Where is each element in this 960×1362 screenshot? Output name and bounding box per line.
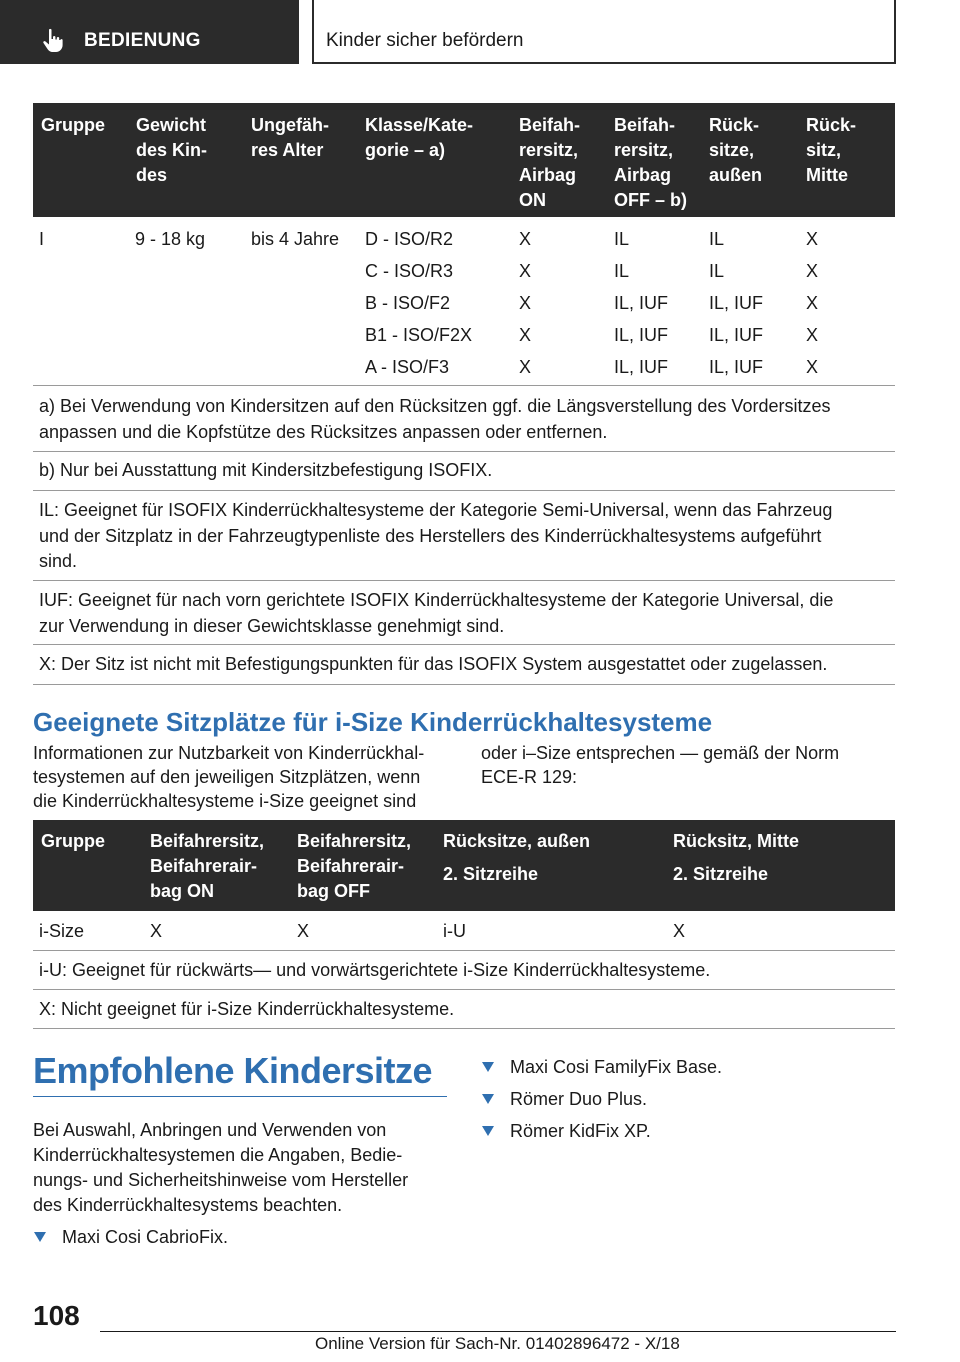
col-header-beifahrer-on: Beifahrersitz, Beifahrerair- bag ON <box>150 831 265 901</box>
hand-pointer-icon <box>40 27 66 53</box>
legend-iu: i-U: Geeignet für rückwärts— und vorwärtsgerichtete i-Size Kinderrückhaltesysteme. <box>39 960 711 980</box>
divider <box>33 644 895 645</box>
recommended-intro: Bei Auswahl, Anbringen und Verwenden von Kinderrückhaltesystemen die Angaben, Bedie- nungs- und Sicherheitshinweise vom Hersteller des Kinderrückhaltesystems beachten. <box>33 1120 409 1215</box>
footer-divider <box>100 1331 896 1332</box>
divider <box>33 950 895 951</box>
col-header-beifahrer-on: Beifah- rersitz, Airbag ON <box>519 115 581 210</box>
divider <box>33 684 895 685</box>
divider <box>33 580 895 581</box>
heading-underline <box>33 1096 447 1097</box>
col-header-gruppe: Gruppe <box>41 115 106 135</box>
isofix-table-header <box>33 103 895 217</box>
footnote-b: b) Nur bei Ausstattung mit Kindersitzbefestigung ISOFIX. <box>39 460 493 480</box>
col-header-gruppe: Gruppe <box>41 831 106 851</box>
col-header-gewicht: Gewicht des Kin- des <box>136 115 208 185</box>
section-label: BEDIENUNG <box>84 30 201 51</box>
isize-intro-right: oder i–Size entsprechen — gemäß der Norm ECE-R 129: <box>481 743 840 787</box>
col-header-klasse: Klasse/Kate- gorie – a) <box>365 115 474 160</box>
legend-iuf: IUF: Geeignet für nach vorn gerichtete ISOFIX Kinderrückhaltesysteme der Kategorie Universal, die zur Verwendung in dieser Gewichtsklasse genehmigt sind. <box>39 590 834 636</box>
page-header-title: Kinder sicher befördern <box>326 30 524 51</box>
col-header-ruecksitz-mitte: Rück- sitz, Mitte <box>806 115 857 185</box>
triangle-bullet-icon <box>482 1094 494 1104</box>
col-header-alter: Ungefäh- res Alter <box>251 115 329 160</box>
cell-alter: bis 4 Jahre <box>251 229 340 249</box>
footnote-a: a) Bei Verwendung von Kindersitzen auf den Rücksitzen ggf. die Längsverstellung des Vordersitzes anpassen und die Kopfstütze des Rücksitzes anpassen oder entfernen. <box>39 396 831 442</box>
legend-x: X: Der Sitz ist nicht mit Befestigungspunkten für das ISOFIX System ausgestattet oder zugelassen. <box>39 654 828 674</box>
isize-heading: Geeignete Sitzplätze für i-Size Kinderrückhaltesysteme <box>33 707 713 737</box>
section-tab <box>0 0 299 64</box>
cell-gruppe: I <box>39 229 45 249</box>
divider <box>33 385 895 386</box>
recommended-heading: Empfohlene Kindersitze <box>33 1050 433 1091</box>
divider <box>33 1028 895 1029</box>
legend-x-isize: X: Nicht geeignet für i-Size Kinderrückhaltesysteme. <box>39 999 455 1019</box>
footer-text: Online Version für Sach-Nr. 01402896472 - X/18 <box>315 1334 680 1353</box>
triangle-bullet-icon <box>34 1232 46 1242</box>
col-header-beifahrer-off: Beifah- rersitz, Airbag OFF – b) <box>614 115 687 210</box>
divider <box>33 490 895 491</box>
isize-table-header <box>33 820 895 911</box>
col-header-ruecksitze-aussen: Rück- sitze, außen <box>709 115 763 185</box>
triangle-bullet-icon <box>482 1126 494 1136</box>
triangle-bullet-icon <box>482 1062 494 1072</box>
col-header-ruecksitze-aussen: Rücksitze, außen 2. Sitzreihe <box>443 831 591 884</box>
col-header-ruecksitz-mitte: Rücksitz, Mitte 2. Sitzreihe <box>673 831 800 884</box>
divider <box>33 989 895 990</box>
legend-il: IL: Geeignet für ISOFIX Kinderrückhaltesysteme der Kategorie Semi-Universal, wenn das Fahrzeug und der Sitzplatz in der Fahrzeugtypenliste des Herstellers des Kinderrückhaltesystems aufgeführt sind. <box>39 500 833 571</box>
cell-gewicht: 9 - 18 kg <box>135 229 206 249</box>
page-number: 108 <box>33 1300 80 1331</box>
isize-intro-left: Informationen zur Nutzbarkeit von Kinderrückhal- tesystemen auf den jeweiligen Sitzplätzen, wenn die Kinderrückhaltesysteme i-Size geeignet sind <box>33 743 425 811</box>
col-header-beifahrer-off: Beifahrersitz, Beifahrerair- bag OFF <box>297 831 412 901</box>
divider <box>33 451 895 452</box>
